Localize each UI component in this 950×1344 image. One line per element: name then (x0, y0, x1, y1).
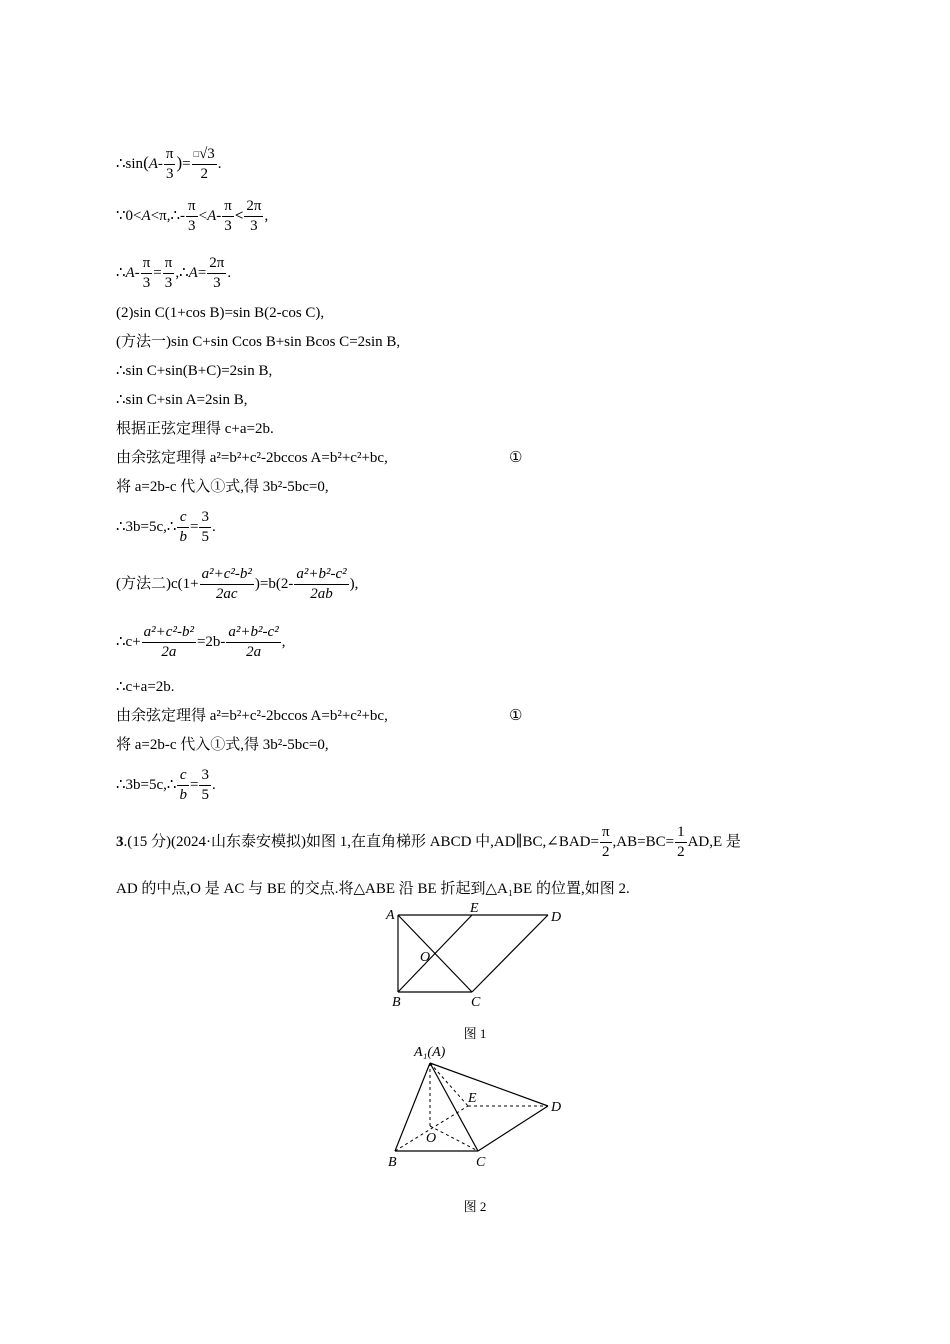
fraction: $\frac{1}{2}$ (677, 824, 685, 860)
line-16: 将 a=2b-c 代入①式,得 3b²-5bc=0, (116, 737, 329, 753)
fraction: $\frac{\text{a²+c²-b²}}{2ac}$ (201, 566, 252, 602)
label-O: O (426, 1131, 437, 1146)
edge-A1C (430, 1063, 478, 1151)
fraction: $\frac{\pi}{3}$ (142, 255, 151, 291)
line-11: ∴3b=5c,∴ $\frac{c}{b}$ = $\frac{3}{5}$ . (116, 509, 216, 545)
line-8: 根据正弦定理得 c+a=2b. (116, 421, 274, 437)
fraction: $\frac{^□√3}{2}$ (193, 146, 215, 182)
line-15: 由余弦定理得 a²=b²+c²-2bccos A=b²+c²+bc, (116, 708, 388, 724)
edge-CD (478, 1106, 548, 1151)
fraction: $\frac{\pi}{2}$ (601, 824, 610, 860)
edge-A1B (395, 1063, 430, 1151)
fraction: $\frac{\pi}{3}$ (164, 255, 173, 291)
fraction: $\frac{2\pi}{3}$ (246, 198, 262, 234)
figure-2 (380, 1040, 580, 1175)
fraction: $\frac{\text{a²+b²-c²}}{2a}$ (228, 624, 279, 660)
fraction: $\frac{\pi}{3}$ (224, 198, 232, 234)
line-1: ∴sin(A- $\frac{\pi}{3}$ )= $\frac{^□√3}{2}$ . (116, 146, 222, 182)
label-B: B (392, 995, 401, 1010)
edge-CD (472, 915, 548, 992)
line-9: 由余弦定理得 a²=b²+c²-2bccos A=b²+c²+bc, (116, 450, 388, 466)
label-C: C (476, 1155, 486, 1170)
problem-3-line-1: 3.(15 分)(2024·山东泰安模拟)如图 1,在直角梯形 ABCD 中,AD∥BC,∠BAD= $\frac{\pi}{2}$ ,AB=BC= $\frac{1}{2}$ AD,E 是 (116, 824, 741, 860)
fraction: $\frac{c}{b}$ (179, 767, 187, 803)
label-O: O (420, 950, 431, 965)
line-4: (2)sin C(1+cos B)=sin B(2-cos C), (116, 305, 325, 321)
label-A: A (386, 908, 395, 923)
figure-2-caption: 图 2 (463, 1199, 487, 1214)
equation-marker-1: ① (509, 450, 523, 466)
line-3: ∴A- $\frac{\pi}{3}$ = $\frac{\pi}{3}$ ,∴A= $\frac{2\pi}{3}$ . (116, 255, 232, 291)
line-5: (方法一)sin C+sin Ccos B+sin Bcos C=2sin B, (116, 334, 401, 350)
line-17: ∴3b=5c,∴ $\frac{c}{b}$ = $\frac{3}{5}$ . (116, 767, 216, 803)
line-13: ∴c+ $\frac{\text{a²+c²-b²}}{2a}$ =2b- $\frac{\text{a²+b²-c²}}{2a}$ , (116, 624, 286, 660)
label-B: B (388, 1155, 397, 1170)
edge-A1D (430, 1063, 548, 1106)
equation-marker-2: ① (509, 708, 523, 724)
line-6: ∴sin C+sin(B+C)=2sin B, (116, 363, 273, 379)
fraction: $\frac{\text{a²+b²-c²}}{2ab}$ (296, 566, 347, 602)
label-A1: A₁(A) (414, 1045, 446, 1060)
label-D: D (551, 1100, 562, 1115)
line-14: ∴c+a=2b. (116, 679, 175, 695)
line-2: ∵0<A<π,∴- $\frac{\pi}{3}$ <A- $\frac{\pi}{3}$ < $\frac{2\pi}{3}$ , (116, 198, 269, 234)
fraction: $\frac{\pi}{3}$ (188, 198, 196, 234)
line-12: (方法二)c(1+ $\frac{\text{a²+c²-b²}}{2ac}$ )=b(2- $\frac{\text{a²+b²-c²}}{2ab}$ ), (116, 566, 359, 602)
figure-1-caption: 图 1 (463, 1026, 487, 1041)
line-7: ∴sin C+sin A=2sin B, (116, 392, 248, 408)
label-C: C (471, 995, 481, 1010)
label-E: E (470, 901, 479, 916)
line-10: 将 a=2b-c 代入①式,得 3b²-5bc=0, (116, 479, 329, 495)
fraction: $\frac{c}{b}$ (179, 509, 187, 545)
fraction: $\frac{3}{5}$ (201, 767, 209, 803)
label-D: D (551, 910, 562, 925)
fraction: $\frac{2\pi}{3}$ (209, 255, 225, 291)
label-E: E (468, 1091, 477, 1106)
fraction: $\frac{\text{a²+c²-b²}}{2a}$ (143, 624, 194, 660)
fraction: $\frac{\pi}{3}$ (165, 146, 174, 182)
fraction: $\frac{3}{5}$ (201, 509, 209, 545)
figure-1 (380, 900, 580, 1010)
problem-3-line-2: AD 的中点,O 是 AC 与 BE 的交点.将△ABE 沿 BE 折起到△A₁BE 的位置,如图 2. (116, 881, 630, 897)
